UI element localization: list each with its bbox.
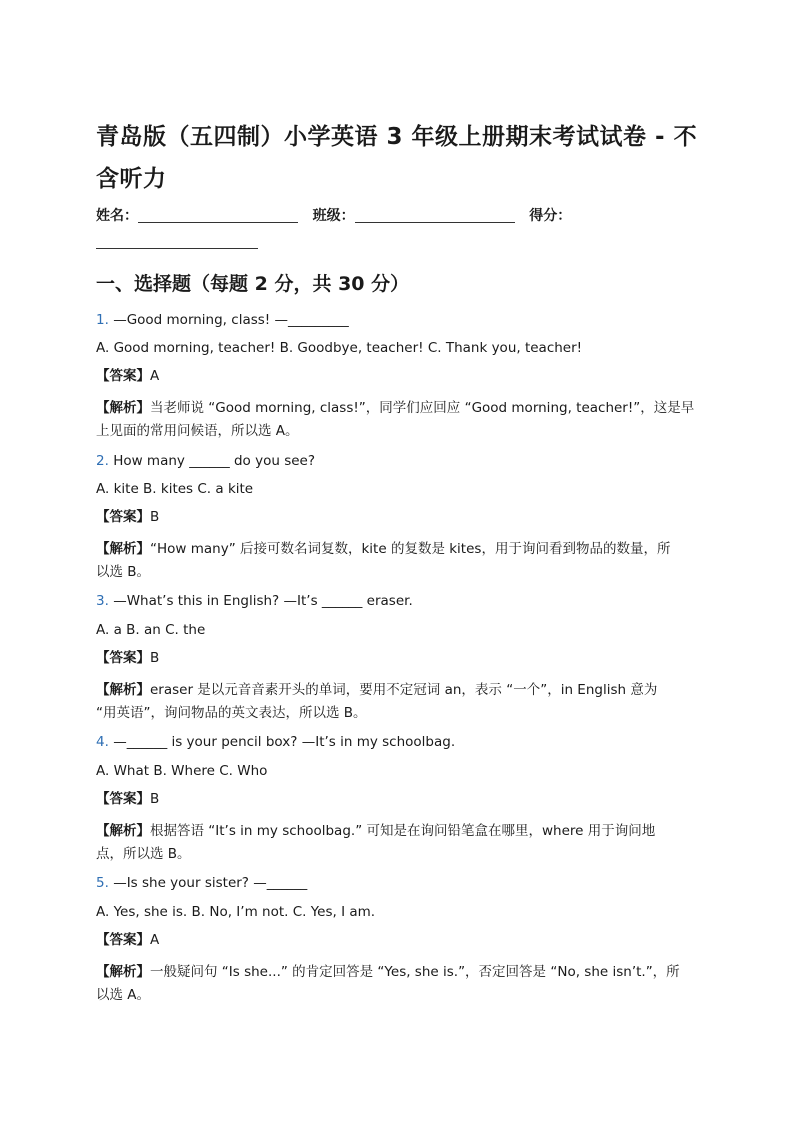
- question-text: How many ______ do you see?: [113, 453, 316, 469]
- section-title: 一、选择题（每题 2 分，共 30 分）: [96, 273, 410, 295]
- analysis-tag: 【解析】: [96, 541, 150, 557]
- answer-value: A: [150, 932, 160, 948]
- analysis-text-cont: “用英语”，询问物品的英文表达，所以选 B。: [96, 705, 367, 721]
- question-number: 2.: [96, 453, 109, 469]
- question-4-analysis: [96, 820, 708, 866]
- question-text: —Is she your sister? —______: [113, 875, 308, 891]
- analysis-text: eraser 是以元音音素开头的单词，要用不定冠词 an，表示 “一个”，in English 意为: [150, 682, 658, 698]
- analysis-tag: 【解析】: [96, 682, 150, 698]
- analysis-tag: 【解析】: [96, 823, 150, 839]
- question-number: 5.: [96, 875, 109, 891]
- analysis-text-cont: 以选 B。: [96, 564, 151, 580]
- name-blank: [138, 206, 298, 223]
- question-3-analysis: [96, 679, 708, 725]
- score-blank: [96, 232, 258, 249]
- question-4-options: A. What B. Where C. Who: [96, 763, 268, 779]
- question-1-options: A. Good morning, teacher! B. Goodbye, teacher! C. Thank you, teacher!: [96, 340, 583, 356]
- question-4-stem: [96, 731, 708, 754]
- analysis-tag: 【解析】: [96, 400, 150, 416]
- question-1-analysis: [96, 397, 708, 443]
- question-2-stem: [96, 450, 708, 473]
- analysis-text: “How many” 后接可数名词复数，kite 的复数是 kites，用于询问看到物品的数量，所: [150, 541, 671, 557]
- question-4-answer: [96, 788, 708, 811]
- analysis-text-cont: 点，所以选 B。: [96, 846, 191, 862]
- class-blank: [355, 206, 515, 223]
- question-5-options: A. Yes, she is. B. No, I’m not. C. Yes, I am.: [96, 904, 376, 920]
- answer-value: B: [150, 509, 160, 525]
- answer-tag: 【答案】: [96, 509, 150, 525]
- question-text: —______ is your pencil box? —It’s in my schoolbag.: [113, 734, 456, 750]
- analysis-text: 当老师说 “Good morning, class!”，同学们应回应 “Good morning, teacher!”，这是早: [150, 400, 695, 416]
- answer-value: B: [150, 791, 160, 807]
- score-label: 得分：: [529, 208, 572, 224]
- question-5-answer: [96, 929, 708, 952]
- question-2-answer: [96, 506, 708, 529]
- question-number: 4.: [96, 734, 109, 750]
- student-info: [96, 203, 706, 255]
- question-text: —Good morning, class! —_________: [113, 312, 349, 328]
- question-number: 1.: [96, 312, 109, 328]
- answer-tag: 【答案】: [96, 650, 150, 666]
- analysis-text: 根据答语 “It’s in my schoolbag.” 可知是在询问铅笔盒在哪里，where 用于询问地: [150, 823, 656, 839]
- analysis-tag: 【解析】: [96, 964, 150, 980]
- question-number: 3.: [96, 593, 109, 609]
- answer-tag: 【答案】: [96, 791, 150, 807]
- question-5-stem: [96, 872, 708, 895]
- question-2-options: A. kite B. kites C. a kite: [96, 481, 254, 497]
- name-label: 姓名：: [96, 208, 138, 224]
- question-5-analysis: [96, 961, 708, 1007]
- analysis-text-cont: 以选 A。: [96, 987, 151, 1003]
- analysis-text: 一般疑问句 “Is she...” 的肯定回答是 “Yes, she is.”，否定回答是 “No, she isn’t.”，所: [150, 964, 680, 980]
- question-3-answer: [96, 647, 708, 670]
- answer-tag: 【答案】: [96, 368, 150, 384]
- question-3-options: A. a B. an C. the: [96, 622, 206, 638]
- answer-value: B: [150, 650, 160, 666]
- class-label: 班级：: [312, 208, 355, 224]
- question-1-answer: [96, 365, 708, 388]
- analysis-text-cont: 上见面的常用问候语，所以选 A。: [96, 423, 299, 439]
- question-2-analysis: [96, 538, 708, 584]
- question-1-stem: [96, 309, 708, 332]
- question-3-stem: [96, 590, 708, 613]
- answer-tag: 【答案】: [96, 932, 150, 948]
- page-title: 青岛版（五四制）小学英语 3 年级上册期末考试试卷 - 不含听力: [96, 124, 698, 192]
- answer-value: A: [150, 368, 160, 384]
- question-text: —What’s this in English? —It’s ______ eraser.: [113, 593, 413, 609]
